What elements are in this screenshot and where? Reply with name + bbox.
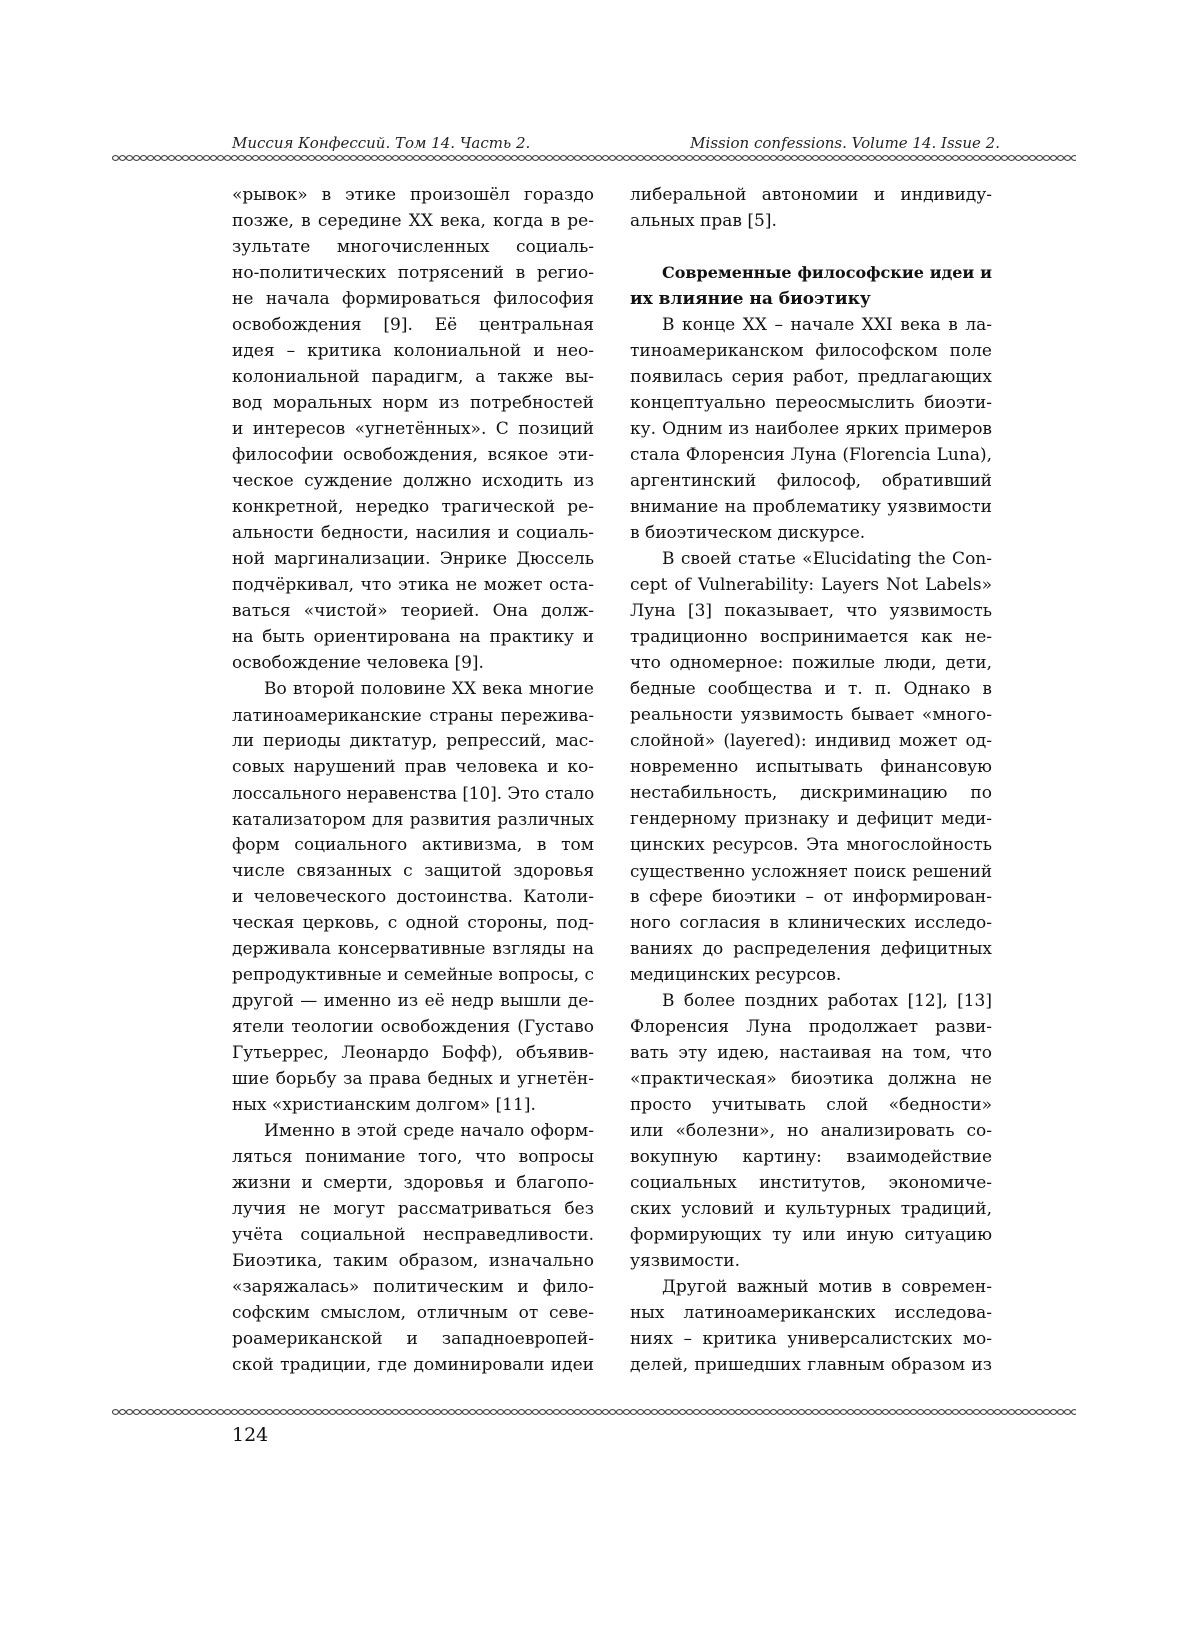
text-line: учёта социальной несправедливости. — [232, 1225, 594, 1245]
text-line: Гутьеррес, Леонардо Бофф), объявив- — [232, 1043, 594, 1063]
text-line: освобождение человека [9]. — [232, 653, 484, 673]
text-line: софским смыслом, отличным от севе- — [232, 1303, 594, 1323]
running-head-journal-ru: Миссия Конфессий. Том 14. Часть 2. — [232, 134, 531, 152]
section-heading-line: их влияние на биоэтику — [630, 289, 871, 309]
text-line: колониальной парадигм, а также вы- — [232, 367, 594, 387]
text-line: ных латиноамериканских исследова- — [630, 1303, 992, 1323]
paragraph-gap — [630, 234, 992, 260]
text-line: социальных институтов, экономиче- — [630, 1173, 992, 1193]
text-line: Во второй половине XX века многие — [264, 679, 594, 699]
text-line: ской традиции, где доминировали идеи — [232, 1355, 594, 1375]
text-line: цинских ресурсов. Эта многослойность — [630, 835, 992, 855]
text-line: бедные сообщества и т. п. Однако в — [630, 679, 992, 699]
text-line: появилась серия работ, предлагающих — [630, 367, 992, 387]
text-line: зультате многочисленных социаль- — [232, 237, 594, 257]
text-line: вать эту идею, настаивая на том, что — [630, 1043, 992, 1063]
text-line: не начала формироваться философия — [232, 289, 594, 309]
text-line: ной маргинализации. Энрике Дюссель — [232, 549, 594, 569]
text-line: «заряжалась» политическим и фило- — [232, 1277, 594, 1297]
text-line: «практическая» биоэтика должна не — [630, 1069, 992, 1089]
text-line: держивала консервативные взгляды на — [232, 939, 594, 959]
text-line: В конце XX – начале XXI века в ла- — [662, 315, 992, 335]
left-text-column — [232, 182, 594, 1378]
text-line: новременно испытывать финансовую — [630, 757, 992, 777]
text-line: шие борьбу за права бедных и угнетён- — [232, 1069, 594, 1089]
text-line: латиноамериканские страны пережива- — [232, 705, 594, 725]
text-line: просто учитывать слой «бедности» — [630, 1095, 992, 1115]
text-line: традиционно воспринимается как не- — [630, 627, 992, 647]
text-line: форм социального активизма, в том — [232, 835, 594, 855]
text-line: внимание на проблематику уязвимости — [630, 497, 992, 517]
text-line: идея – критика колониальной и нео- — [232, 341, 594, 361]
text-line: концептуально переосмыслить биоэти- — [630, 393, 992, 413]
text-line: репродуктивные и семейные вопросы, с — [232, 965, 595, 985]
text-line: «рывок» в этике произошёл гораздо — [232, 185, 594, 205]
text-line: формирующих ту или иную ситуацию — [630, 1225, 992, 1245]
text-line: другой — именно из её недр вышли де- — [232, 991, 594, 1011]
text-line: роамериканской и западноевропей- — [232, 1329, 594, 1349]
text-line: вод моральных норм из потребностей — [232, 393, 594, 413]
text-line: числе связанных с защитой здоровья — [232, 861, 594, 881]
text-line: но-политических потрясений в регио- — [232, 263, 594, 283]
text-line: ку. Одним из наиболее ярких примеров — [630, 419, 992, 439]
text-line: Именно в этой среде начало оформ- — [264, 1121, 594, 1141]
text-line: ли периоды диктатур, репрессий, мас- — [232, 731, 594, 751]
text-line: совых нарушений прав человека и ко- — [232, 757, 594, 777]
footer-ornament-divider — [112, 1406, 1076, 1418]
text-line: слойной» (layered): индивид может од- — [630, 731, 992, 751]
text-line: катализатором для развития различных — [232, 809, 594, 829]
text-line: уязвимости. — [630, 1251, 741, 1271]
right-text-column — [630, 182, 992, 1378]
text-line: тиноамериканском философском поле — [630, 341, 992, 361]
text-line: конкретной, нередко трагической ре- — [232, 497, 594, 517]
text-line: нестабильность, дискриминацию по — [630, 783, 992, 803]
text-line: стала Флоренсия Луна (Florencia Luna), — [630, 445, 992, 465]
header-ornament-divider — [112, 152, 1076, 164]
text-line: вокупную картину: взаимодействие — [630, 1147, 992, 1167]
text-line: Луна [3] показывает, что уязвимость — [630, 601, 992, 621]
text-line: делей, пришедших главным образом из — [630, 1355, 992, 1375]
page-number: 124 — [232, 1424, 269, 1446]
text-line: ваниях до распределения дефицитных — [630, 939, 992, 959]
text-line: ваться «чистой» теорией. Она долж- — [232, 601, 594, 621]
text-line: реальности уязвимость бывает «много- — [630, 705, 992, 725]
text-line: в сфере биоэтики – от информирован- — [630, 887, 992, 907]
text-line: или «болезни», но анализировать со- — [630, 1121, 992, 1141]
text-line: лучия не могут рассматриваться без — [232, 1199, 594, 1219]
text-line: ных «христианским долгом» [11]. — [232, 1095, 536, 1115]
text-line: и интересов «угнетённых». С позиций — [232, 419, 594, 439]
text-line: медицинских ресурсов. — [630, 965, 842, 985]
text-line: cept of Vulnerability: Layers Not Labels» — [630, 575, 992, 595]
text-line: либеральной автономии и индивиду- — [630, 185, 992, 205]
text-line: ного согласия в клинических исследо- — [630, 913, 992, 933]
text-line: Флоренсия Луна продолжает разви- — [630, 1017, 992, 1037]
text-line: существенно усложняет поиск решений — [630, 861, 992, 881]
text-line: что одномерное: пожилые люди, дети, — [630, 653, 992, 673]
text-line: гендерному признаку и дефицит меди- — [630, 809, 992, 829]
text-line: на быть ориентирована на практику и — [232, 627, 594, 647]
text-line: ниях – критика универсалистских мо- — [630, 1329, 992, 1349]
text-line: Другой важный мотив в современ- — [662, 1277, 992, 1297]
text-line: Биоэтика, таким образом, изначально — [232, 1251, 594, 1271]
text-line: в биоэтическом дискурсе. — [630, 523, 866, 543]
text-line: альных прав [5]. — [630, 211, 777, 231]
text-line: лоссального неравенства [10]. Это стало — [232, 783, 595, 803]
text-line: философии освобождения, всякое эти- — [232, 445, 594, 465]
text-line: альности бедности, насилия и социаль- — [232, 523, 594, 543]
text-line: ских условий и культурных традиций, — [630, 1199, 992, 1219]
text-line: ляться понимание того, что вопросы — [232, 1147, 594, 1167]
text-line: В своей статье «Elucidating the Con- — [662, 549, 992, 569]
text-line: аргентинский философ, обративший — [630, 471, 992, 491]
text-line: ятели теологии освобождения (Густаво — [232, 1017, 594, 1037]
text-line: ческое суждение должно исходить из — [232, 471, 594, 491]
section-heading-line: Современные философские идеи и — [662, 263, 992, 282]
text-line: В более поздних работах [12], [13] — [662, 991, 992, 1011]
text-line: подчёркивал, что этика не может оста- — [232, 575, 594, 595]
text-line: освобождения [9]. Её центральная — [232, 315, 594, 335]
text-line: и человеческого достоинства. Католи- — [232, 887, 594, 907]
text-line: жизни и смерти, здоровья и благопо- — [232, 1173, 594, 1193]
text-line: ческая церковь, с одной стороны, под- — [232, 913, 594, 933]
running-head-journal-en: Mission confessions. Volume 14. Issue 2. — [690, 134, 1000, 152]
text-line: позже, в середине XX века, когда в ре- — [232, 211, 594, 231]
